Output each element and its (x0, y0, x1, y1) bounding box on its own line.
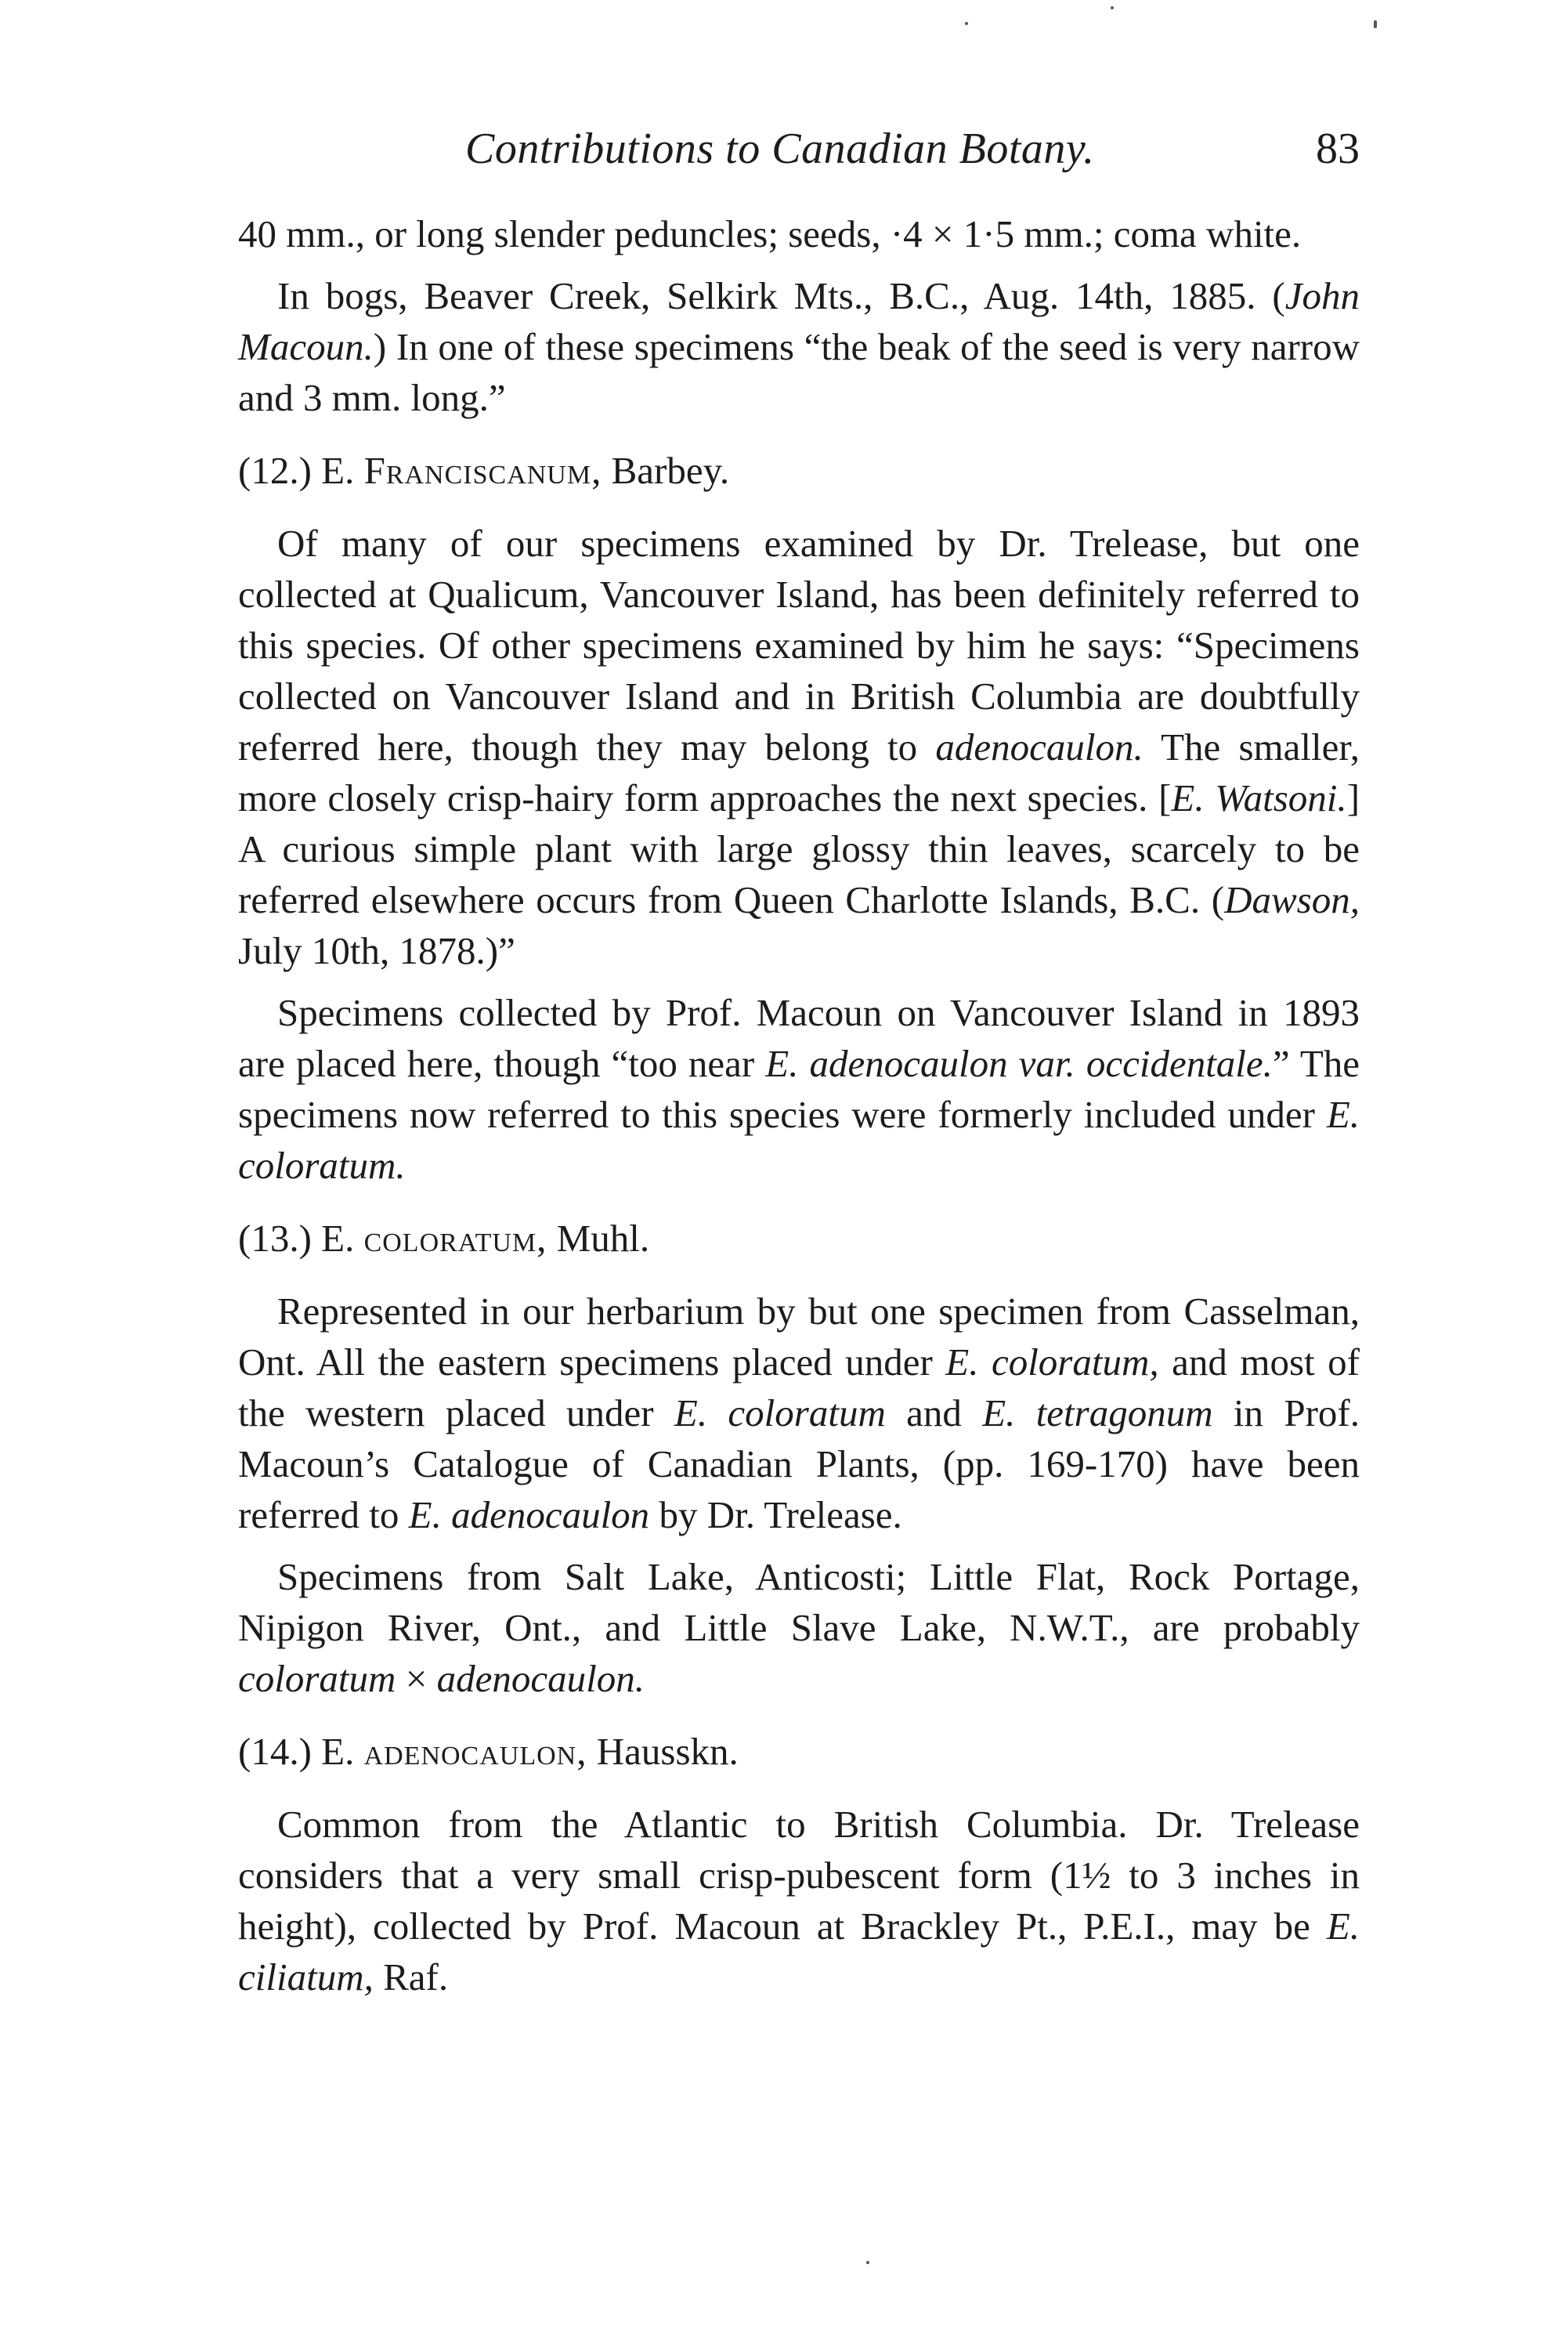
paragraph: Of many of our specimens examined by Dr. Trelease, but one collected at Qualicum, Vancouver Island, has been definitely referred to this species. Of other specimens examined by him he says: “Specimens collected on Vancouver Island and in British Columbia are doubtfully referred here, though they may belong to adenocaulon. The smaller, more closely crisp-hairy form approaches the next species. [E. Watsoni.] A curious simple plant with large glossy thin leaves, scarcely to be referred elsewhere occurs from Queen Charlotte Islands, B.C. (Dawson, July 10th, 1878.)” (238, 522, 1360, 972)
species-heading-12: (12.) E. Franciscanum, Barbey. (238, 449, 730, 492)
paragraph: In bogs, Beaver Creek, Selkirk Mts., B.C., Aug. 14th, 1885. (John Macoun.) In one of these specimens “the beak of the seed is very narrow and 3 mm. long.” (238, 274, 1360, 419)
scan-speck (1111, 6, 1114, 9)
species-heading-14: (14.) E. adenocaulon, Hausskn. (238, 1730, 739, 1773)
species-heading-13: (13.) E. coloratum, Muhl. (238, 1217, 650, 1260)
species-name: coloratum, (363, 1217, 547, 1260)
running-title: Contributions to Canadian Botany. (465, 125, 1095, 173)
species-name: Franciscanum, (363, 449, 602, 492)
paragraph: Common from the Atlantic to British Columbia. Dr. Trelease considers that a very small crisp-pubescent form (1½ to 3 inches in height), collected by Prof. Macoun at Brackley Pt., P.E.I., may be E. ciliatum, Raf. (238, 1803, 1360, 1999)
scan-speck (1374, 20, 1377, 28)
paragraph: Specimens collected by Prof. Macoun on Vancouver Island in 1893 are placed here, though “too near E. adenocaulon var. occidentale.” The specimens now referred to this species were formerly included under E. coloratum. (238, 991, 1360, 1187)
page-number: 83 (1316, 125, 1360, 173)
paragraph: Specimens from Salt Lake, Anticosti; Little Flat, Rock Portage, Nipigon River, Ont., and Little Slave Lake, N.W.T., are probably coloratum × adenocaulon. (238, 1555, 1360, 1700)
book-page (238, 118, 1360, 2002)
running-head (238, 118, 1360, 180)
species-name: adenocaulon, (363, 1730, 587, 1773)
scan-speck (965, 22, 968, 25)
scan-speck (866, 2261, 869, 2264)
body-text (238, 208, 1360, 2002)
paragraph: Represented in our herbarium by but one specimen from Casselman, Ont. All the eastern specimens placed under E. coloratum, and most of the western placed under E. coloratum and E. tetragonum in Prof. Macoun’s Catalogue of Canadian Plants, (pp. 169-170) have been referred to E. adenocaulon by Dr. Trelease. (238, 1290, 1360, 1536)
paragraph: 40 mm., or long slender peduncles; seeds, ·4 × 1·5 mm.; coma white. (238, 212, 1302, 255)
